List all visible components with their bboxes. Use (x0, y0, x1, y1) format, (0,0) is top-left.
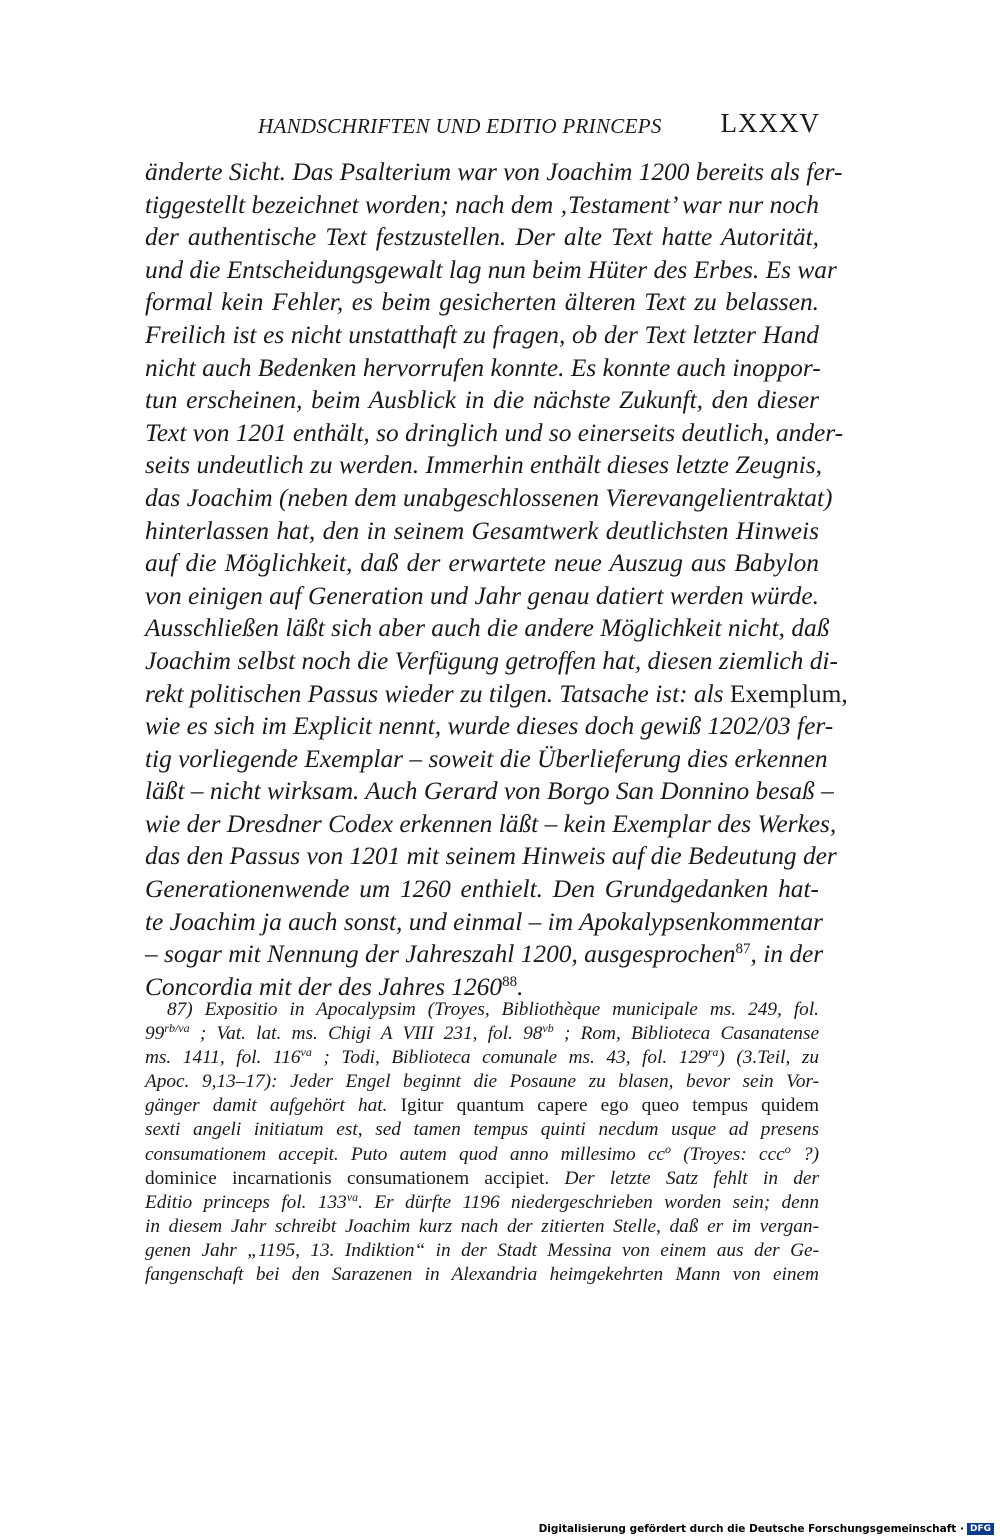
ordinal-superscript: o (664, 1141, 671, 1156)
exemplum-term: Exemplum, (729, 679, 848, 708)
text-line: formal kein Fehler, es beim gesicherten älteren Text zu belassen. (145, 288, 819, 317)
text-line: seits undeutlich zu werden. Immerhin enthält dieses letzte Zeugnis, (145, 451, 823, 480)
footnote-line (145, 1046, 819, 1070)
text-line: der authentische Text festzustellen. Der alte Text hatte Autorität, (145, 223, 819, 252)
text-line: von einigen auf Generation und Jahr genau datiert werden würde. (145, 581, 819, 610)
text-line: wie es sich im Explicit nennt, wurde dieses doch gewiß 1202/03 fer- (145, 712, 834, 741)
footnote-line: fangenschaft bei den Sarazenen in Alexandria heimgekehrten Mann von einem (145, 1264, 819, 1286)
footnote-line: Apoc. 9,13–17): Jeder Engel beginnt die Posaune zu blasen, bevor sein Vor- (145, 1071, 819, 1093)
text-segment: ; Vat. lat. ms. Chigi A VIII 231, fol. 98 (189, 1023, 543, 1045)
text-line (145, 938, 824, 971)
folio-superscript: vb (542, 1021, 554, 1036)
text-line: hinterlassen hat, den in seinem Gesamtwerk deutlichsten Hinweis (145, 516, 819, 545)
text-line: tig vorliegende Exemplar – soweit die Überlieferung dies erkennen (145, 744, 828, 773)
footnote-line (145, 1191, 819, 1215)
text-segment: gänger damit aufgehört hat. (145, 1095, 388, 1117)
footnote-ref-87[interactable]: 87 (735, 941, 751, 958)
footnote-line: genen Jahr „1195, 13. Indiktion“ in der Stadt Messina von einem aus der Ge- (145, 1239, 819, 1261)
text-segment: Troyes: (689, 1143, 747, 1165)
footnote-line: in diesem Jahr schreibt Joachim kurz nach der zitierten Stelle, daß er im vergan- (145, 1215, 819, 1237)
text-segment: ?) (790, 1143, 820, 1165)
text-segment: ; Rom, Biblioteca Casanatense (553, 1023, 819, 1045)
text-line: Joachim selbst noch die Verfügung getroffen hat, diesen ziemlich di- (145, 646, 838, 675)
text-segment: rekt politischen Passus wieder zu tilgen. Tatsache ist: als (145, 679, 724, 708)
text-segment: Concordia mit der des Jahres 1260 (145, 972, 503, 1001)
folio-superscript: va (346, 1189, 359, 1204)
folio-superscript: rb/va (164, 1021, 190, 1036)
text-segment: ( (670, 1143, 690, 1165)
folio-superscript: va (300, 1045, 312, 1060)
page-number: LXXXV (720, 108, 820, 138)
latin-quote: Igitur quantum capere ego queo tempus quidem (387, 1095, 819, 1117)
footnote-line (145, 1143, 819, 1167)
text-segment: , in der (750, 940, 824, 969)
text-line: Text von 1201 enthält, so dringlich und so einerseits deutlich, ander- (145, 418, 844, 447)
text-line: und die Entscheidungsgewalt lag nun beim Hüter des Erbes. Es war (145, 255, 837, 284)
running-header (258, 108, 820, 148)
text-line: tun erscheinen, beim Ausblick in die nächste Zukunft, den dieser (145, 386, 819, 415)
text-segment: ) (3.Teil, zu (718, 1047, 819, 1069)
footnote-ref-88[interactable]: 88 (502, 973, 518, 990)
ordinal-superscript: o (784, 1141, 791, 1156)
text-line: wie der Dresdner Codex erkennen läßt – kein Exemplar des Werkes, (145, 809, 837, 838)
text-segment: . (517, 972, 524, 1001)
text-line: Generationenwende um 1260 enthielt. Den Grundgedanken hat- (145, 875, 819, 904)
footnote-line (145, 1167, 819, 1191)
text-line: Ausschließen läßt sich aber auch die andere Möglichkeit nicht, daß (145, 614, 830, 643)
running-title: HANDSCHRIFTEN UND EDITIO PRINCEPS (258, 114, 662, 138)
footnote-line: 87) Expositio in Apocalypsim (Troyes, Bibliothèque municipale ms. 249, fol. (167, 999, 819, 1020)
text-line: nicht auch Bedenken hervorrufen konnte. Es konnte auch inoppor- (145, 353, 821, 382)
dfg-logo-icon: DFG (967, 1523, 994, 1535)
text-line: läßt – nicht wirksam. Auch Gerard von Borgo San Donnino besaß – (145, 777, 834, 806)
text-segment: Der letzte Satz fehlt in der (549, 1167, 819, 1189)
text-line: das den Passus von 1201 mit seinem Hinweis auf die Bedeutung der (145, 842, 837, 871)
footnote-87 (145, 998, 819, 1287)
text-segment: – sogar mit Nennung der Jahreszahl 1200, ausgesprochen (145, 940, 736, 969)
digitization-credit (539, 1521, 994, 1537)
footnote-line (145, 1094, 819, 1118)
text-segment: ; Todi, Biblioteca comunale ms. 43, fol. 129 (311, 1047, 708, 1069)
text-segment: Editio princeps fol. 133 (145, 1191, 347, 1213)
footnote-line: sexti angeli initiatum est, sed tamen tempus quinti necdum usque ad presens (145, 1119, 819, 1141)
text-segment: ms. 1411, fol. 116 (145, 1047, 301, 1069)
folio-superscript: ra (707, 1045, 719, 1060)
text-line: te Joachim ja auch sonst, und einmal – im Apokalypsenkommentar (145, 907, 823, 936)
text-segment: ccc (746, 1143, 785, 1165)
text-line: tiggestellt bezeichnet worden; nach dem ‚Testament’ war nur noch (145, 190, 819, 219)
text-line: Freilich ist es nicht unstatthaft zu fragen, ob der Text letzter Hand (145, 320, 819, 349)
text-line (145, 678, 848, 711)
main-text (145, 156, 848, 1003)
footnote-line (145, 1022, 819, 1046)
text-segment: consumationem accepit. Puto autem quod anno millesimo cc (145, 1143, 665, 1165)
text-segment: . Er dürfte 1196 niedergeschrieben worden sein; denn (358, 1191, 819, 1213)
text-line: das Joachim (neben dem unabgeschlossenen Vierevangelientraktat) (145, 483, 833, 512)
latin-quote: dominice incarnationis consumationem accipiet. (145, 1167, 550, 1189)
text-segment: 99 (145, 1023, 165, 1045)
text-line: änderte Sicht. Das Psalterium war von Joachim 1200 bereits als fer- (145, 158, 843, 186)
credit-text: Digitalisierung gefördert durch die Deutsche Forschungsgemeinschaft · (538, 1523, 964, 1535)
text-line: auf die Möglichkeit, daß der erwartete neue Auszug aus Babylon (145, 549, 819, 578)
